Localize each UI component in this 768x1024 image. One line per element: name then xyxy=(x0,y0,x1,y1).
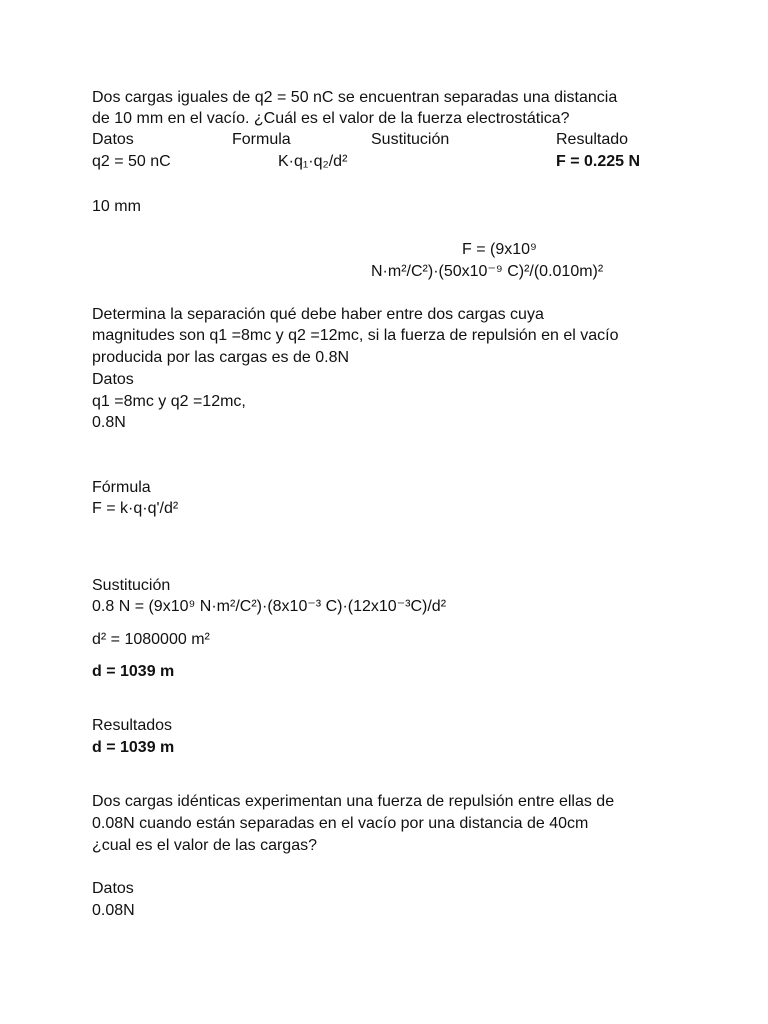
problem1-statement-line2: de 10 mm en el vacío. ¿Cuál es el valor de la fuerza electrostática? xyxy=(92,110,570,127)
problem3-datos-label: Datos xyxy=(92,880,134,897)
problem1-resultado: F = 0.225 N xyxy=(556,153,641,170)
header-resultado: Resultado xyxy=(556,131,629,148)
problem2-formula-label: Fórmula xyxy=(92,479,151,496)
problem1-statement-line1: Dos cargas iguales de q2 = 50 nC se encuentran separadas una distancia xyxy=(92,89,618,106)
problem1-formula: K·q₁·q₂/d² xyxy=(278,153,348,170)
problem1-dato-d: 10 mm xyxy=(92,198,141,215)
problem2-statement-line2: magnitudes son q1 =8mc y q2 =12mc, si la fuerza de repulsión en el vacío xyxy=(92,327,619,344)
problem2-resultados-label: Resultados xyxy=(92,717,173,734)
problem3-datos-line1: 0.08N xyxy=(92,902,135,919)
header-sustitucion: Sustitución xyxy=(371,131,450,148)
problem1-dato-q2: q2 = 50 nC xyxy=(92,153,171,170)
problem2-formula: F = k·q·q'/d² xyxy=(92,500,179,517)
problem2-sustitucion: 0.8 N = (9x10⁹ N·m²/C²)·(8x10⁻³ C)·(12x10⁻³C)/d² xyxy=(92,598,447,615)
problem2-resultados-value: d = 1039 m xyxy=(92,739,175,756)
problem1-sustitucion-line1: F = (9x10⁹ xyxy=(462,241,537,258)
problem2-statement-line3: producida por las cargas es de 0.8N xyxy=(92,349,350,366)
problem3-statement-line3: ¿cual es el valor de las cargas? xyxy=(92,837,317,854)
problem2-sustitucion-label: Sustitución xyxy=(92,577,171,594)
problem2-d-result: d = 1039 m xyxy=(92,663,175,680)
problem3-statement-line2: 0.08N cuando están separadas en el vacío por una distancia de 40cm xyxy=(92,815,589,832)
problem3-statement-line1: Dos cargas idénticas experimentan una fuerza de repulsión entre ellas de xyxy=(92,793,615,810)
problem2-datos-line1: q1 =8mc y q2 =12mc, xyxy=(92,393,246,410)
problem2-datos-line2: 0.8N xyxy=(92,414,126,431)
problem1-sustitucion-line2: N·m²/C²)·(50x10⁻⁹ C)²/(0.010m)² xyxy=(371,263,604,280)
problem2-statement-line1: Determina la separación qué debe haber entre dos cargas cuya xyxy=(92,306,544,323)
header-formula: Formula xyxy=(232,131,291,148)
header-datos: Datos xyxy=(92,131,134,148)
problem2-d-squared: d² = 1080000 m² xyxy=(92,631,210,648)
problem2-datos-label: Datos xyxy=(92,371,134,388)
